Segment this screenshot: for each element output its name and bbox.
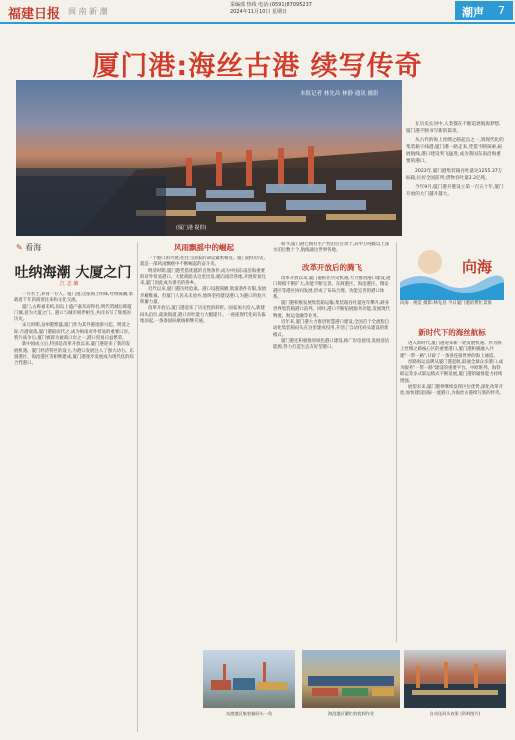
- article-author: 江 志 璘: [60, 281, 79, 287]
- photo-container-night: [404, 650, 506, 708]
- column-label: [16, 242, 41, 253]
- photo-caption: 东渡港区集装箱码头一角: [225, 711, 273, 716]
- article-body-right: [273, 276, 391, 696]
- photo-container-terminal: [203, 650, 295, 708]
- body-paragraph: 新中国成立后,特别是改革开放以来,厦门港迎来了新的发展机遇。厦门经济特区的设立,为港口发展注入了强大动力。东渡港区、海沧港区等相继建成,厦门港逐步发展成为现代化的综合性港口。: [14, 342, 134, 367]
- article-body-far-right: [400, 341, 504, 641]
- section-name: 潮声: [462, 6, 484, 19]
- photo-caption: 海沧港区繁忙的装卸作业: [327, 711, 375, 716]
- headline-byline: 本报记者 林先昌 林静 通讯 摄影: [300, 91, 379, 97]
- port-aerial-illustration: [16, 80, 402, 236]
- body-paragraph: 一个港口的兴衰,往往与国家的命运紧密相连。厦门港的历史,就是一部风雨飘摇中不断崛起的奋斗史。: [140, 256, 265, 268]
- body-paragraph: 宋元时期,泉州港繁盛,厦门作为其外港逐渐兴起。明清之际,月港衰落,厦门港取而代之,成为闽南对外贸易的重要口岸。鸦片战争后,厦门被辟为通商口岸之一,港口贸易日益繁荣。: [14, 323, 133, 342]
- body-paragraph: 厦门港还积极推进绿色港口建设,推广岸电使用,发展清洁能源,努力打造生态友好型港口。: [273, 338, 390, 351]
- header-meta: [230, 2, 450, 16]
- article-body-middle: [140, 256, 268, 698]
- body-paragraph: 改革开放后,厦门港迎来了历史性的转折。国家加大投入,新建码头泊位,疏浚航道,港口吞吐能力大幅提升。一座座现代化码头拔地而起,一条条国际航线相继开通。: [140, 306, 266, 324]
- article-body-left: [14, 292, 134, 732]
- wave-logo-icon: [400, 242, 504, 300]
- body-paragraph: 一方水土,养育一方人。厦门港,这座海上明珠,吐纳海潮,承载着千年的商贸往来和文化交流。: [14, 292, 133, 304]
- logo-caption: 向海 · 视觉 摄影:林先昌 今日厦门港的繁忙景象: [400, 301, 492, 306]
- column-divider: [396, 242, 397, 642]
- port-hero-photo: [16, 80, 402, 236]
- subheading: 新时代下的海丝航标: [418, 328, 486, 337]
- intro-paragraph: 从古代的海上丝绸之路起点之一,到现代化的集装箱干线港,厦门港一路走来,凭借不断探索,拓展航线,港口建设突飞猛进,成为我国东南沿海重要的港口。: [406, 138, 504, 165]
- newspaper-brand: 福建日报: [8, 7, 61, 22]
- loading-photo-illustration: [302, 650, 400, 708]
- article-body-right-top: [273, 242, 391, 262]
- body-paragraph: 改革开放以来,厦门港抓住历史机遇,大力推进港口建设,港口规模不断扩大,功能不断完善。东渡港区、海沧港区、翔安港区等港区协同发展,形成了布局合理、功能完善的港口体系。: [273, 276, 391, 300]
- body-paragraph: 展望未来,厦门港将继续发挥区位优势,深化改革开放,加快建设国际一流港口,为海丝古港续写新的传奇。: [400, 385, 504, 397]
- photo-container-loading: [302, 650, 400, 708]
- terminal-photo-illustration: [203, 650, 295, 708]
- column-divider: [137, 242, 138, 732]
- body-paragraph: 明清时期,厦门港凭借优越的自然条件,成为中国东南沿海重要的对外贸易港口。大批商船从这里出发,驶向南洋各地,开展贸易往来,厦门因此成为著名的侨乡。: [140, 268, 266, 287]
- column-subtitle: 闽 南 新 潮: [68, 7, 108, 16]
- intro-paragraph: 今年9月,厦门港开港设立第一百五十年,厦门开放的大门越开越大。: [406, 184, 504, 197]
- body-paragraph: 丝路海运品牌从厦门港起航,联通全球众多港口,成为服务"一带一路"建设的重要平台。中欧班列、海铁联运等多式联运模式不断发展,厦门港的辐射能力持续增强。: [400, 359, 503, 384]
- page-header: [0, 0, 515, 22]
- page-number: 7: [498, 4, 505, 17]
- intro-paragraph: 2023年,厦门港集装箱吞吐量达1255.37万标箱,位居全国前列;货物吞吐量2.2亿吨。: [406, 168, 503, 181]
- subheading: 风雨飘摇中的崛起: [174, 243, 234, 252]
- subheading: 改革开放后的腾飞: [302, 263, 362, 272]
- body-paragraph: 如今,厦门港已拥有生产性泊位百余个,其中万吨级以上深水泊位数十个,航线通达世界各地。: [273, 242, 390, 254]
- xianghai-logo: [400, 242, 504, 300]
- header-rule: [0, 22, 515, 24]
- article-title: 吐纳海潮 大厦之门: [14, 265, 132, 281]
- body-paragraph: 近代以来,厦门港历经沧桑。港口设施简陋,航道条件有限,发展步履维艰。但厦门人民从未放弃,始终坚持建设港口,为港口的复兴积蓄力量。: [140, 287, 267, 306]
- intro-text: [406, 121, 504, 200]
- night-photo-illustration: [404, 650, 506, 708]
- column-label-text: 看海: [25, 243, 42, 252]
- body-paragraph: 厦门,古称嘉禾屿,因岛上盛产嘉禾而得名;明代筑城后称厦门城,意为大厦之门。港口与城市相伴相生,共同书写了辉煌的历史。: [14, 304, 132, 323]
- header-date: 2024年11月10日 星期日: [230, 9, 288, 15]
- pen-icon: ✎: [16, 243, 23, 252]
- intro-paragraph: 在历史长河中,人类都在不断追逐航海梦想,厦门港不断书写新的篇章。: [406, 122, 501, 135]
- body-paragraph: 进入新时代,厦门港迎来新一轮发展机遇。作为海上丝绸之路核心区的重要港口,厦门港积极融入共建"一带一路",开辟了一条条连接世界的海上通道。: [400, 341, 502, 359]
- body-paragraph: 厦门港积极发展集装箱运输,集装箱吞吐量连年攀升,跻身世界集装箱港口前列。同时,港口不断拓展服务功能,发展现代物流、航运金融等业务。: [273, 301, 390, 319]
- body-paragraph: 近年来,厦门港大力推进智慧港口建设,全国首个全流程自动化集装箱码头在这里建成投用,开创了自动化码头建设的新模式。: [273, 320, 390, 338]
- svg-text:向海: 向海: [462, 258, 493, 276]
- page-title: 厦门港:海丝古港 续写传奇: [92, 51, 423, 82]
- hero-caption: (厦门港 提供): [176, 225, 207, 231]
- header-meta-line1: 采编部 热线 电话:(0591)87095237: [230, 2, 312, 8]
- photo-caption: 自动化码头夜景 (资料图片): [429, 711, 481, 716]
